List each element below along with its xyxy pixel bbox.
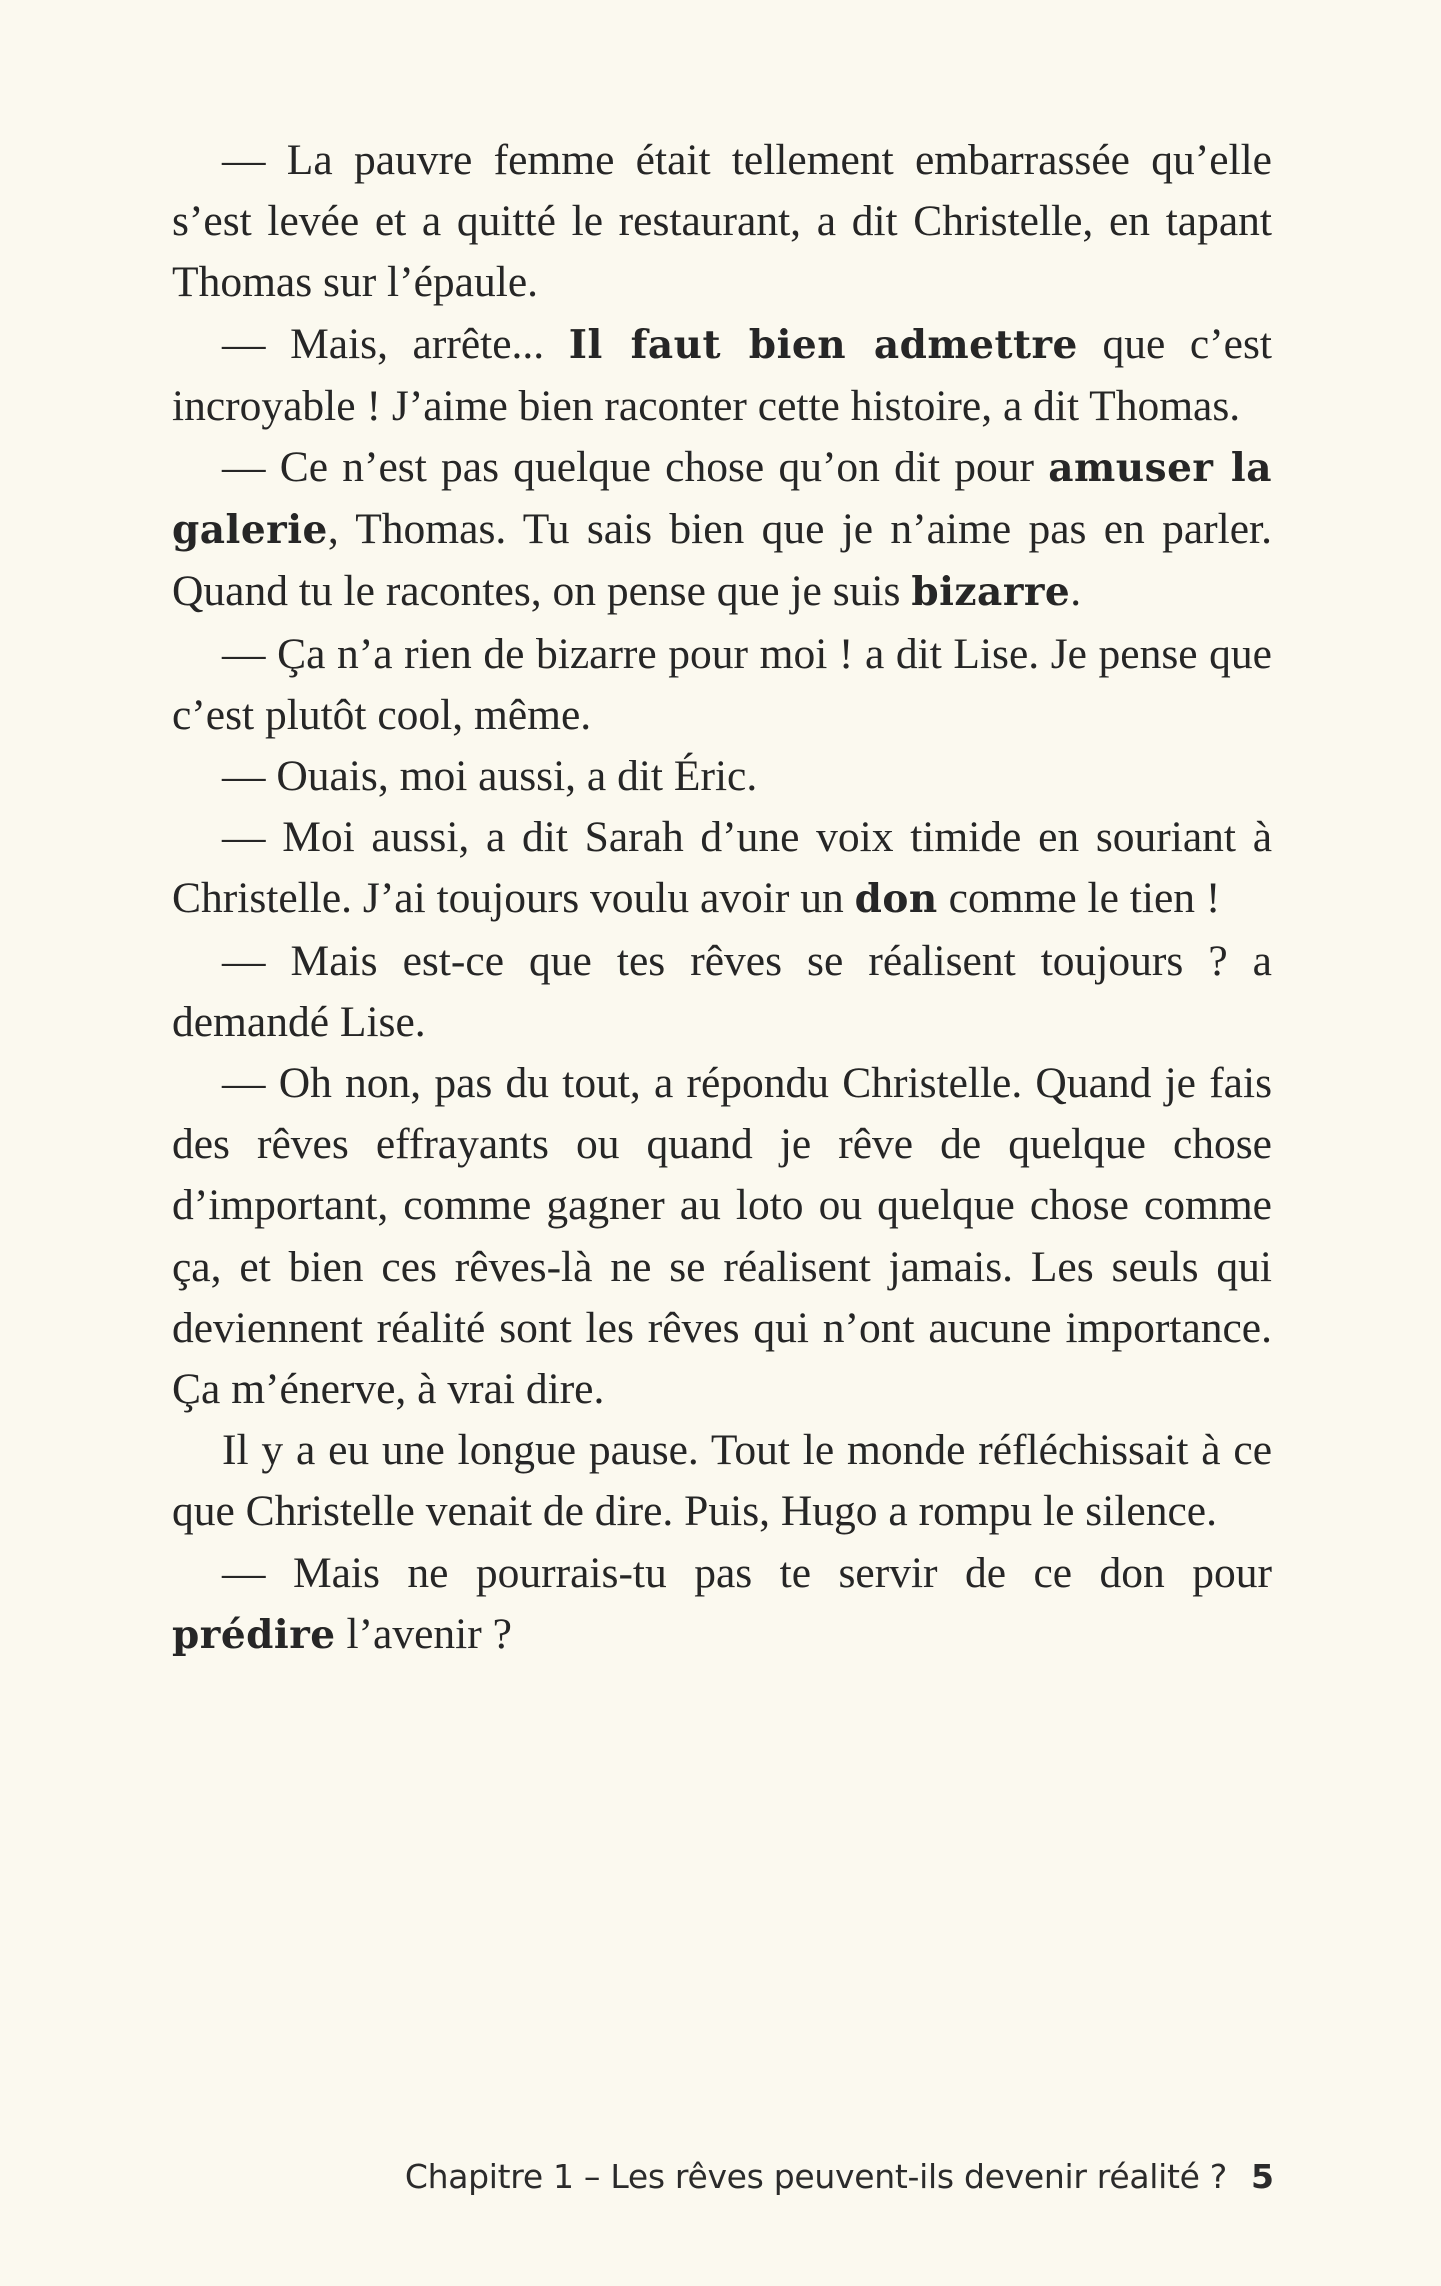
paragraph [172,624,1272,746]
page-number: 5 [1251,2157,1274,2196]
vocabulary-term: Il faut bien admettre [568,321,1078,368]
chapter-title: Chapitre 1 – Les rêves peuvent-ils devenir réalité ? [404,2157,1228,2196]
text-run: — Ce n’est pas quelque chose qu’on dit pour [222,443,1049,492]
vocabulary-term: bizarre [911,569,1071,616]
body-text [172,130,1272,1666]
paragraph [172,807,1272,930]
paragraph [172,130,1272,314]
text-run: — La pauvre femme était tellement embarrassée qu’elle s’est levée et a quitté le restaurant, a dit Christelle, en tapant Thomas sur l’épaule. [172,136,1272,307]
text-run: que c’est incroyable ! J’aime bien raconter cette histoire, a dit Thomas. [172,319,1272,430]
paragraph [172,931,1272,1053]
vocabulary-term: don [854,876,938,923]
text-run: , Thomas. Tu sais bien que je n’aime pas en parler. Quand tu le racontes, on pense que je suis [172,505,1272,616]
text-run: — Ouais, moi aussi, a dit Éric. [222,752,758,801]
text-run: — Mais, arrête... [222,319,569,368]
paragraph [172,1053,1272,1420]
paragraph [172,437,1272,624]
text-run: comme le tien ! [937,874,1221,923]
paragraph [172,746,1272,807]
paragraph [172,314,1272,437]
text-run: — Oh non, pas du tout, a répondu Christelle. Quand je fais des rêves effrayants ou quand je rêve de quelque chose d’important, comme gagner au loto ou quelque chose comme ça, et bien ces rêves-là ne se réalisent jamais. Les seuls qui deviennent réalité sont les rêves qui n’ont aucune importance. Ça m’énerve, à vrai dire. [172,1059,1272,1414]
text-run: . [1070,567,1082,616]
text-run: — Mais est-ce que tes rêves se réalisent toujours ? a demandé Lise. [172,936,1272,1046]
vocabulary-term: prédire [172,1611,336,1658]
paragraph [172,1420,1272,1542]
text-run: — Ça n’a rien de bizarre pour moi ! a dit Lise. Je pense que c’est plutôt cool, même. [172,629,1272,739]
paragraph [172,1543,1272,1666]
text-run: Il y a eu une longue pause. Tout le monde réfléchissait à ce que Christelle venait de dire. Puis, Hugo a rompu le silence. [172,1426,1272,1536]
text-run: — Moi aussi, a dit Sarah d’une voix timide en souriant à Christelle. J’ai toujours voulu avoir un [172,813,1272,923]
text-run: l’avenir ? [335,1609,512,1658]
page-footer [404,2157,1274,2196]
vocabulary-term: amuser la galerie [172,445,1272,554]
text-run: — Mais ne pourrais-tu pas te servir de ce don pour [222,1548,1272,1597]
